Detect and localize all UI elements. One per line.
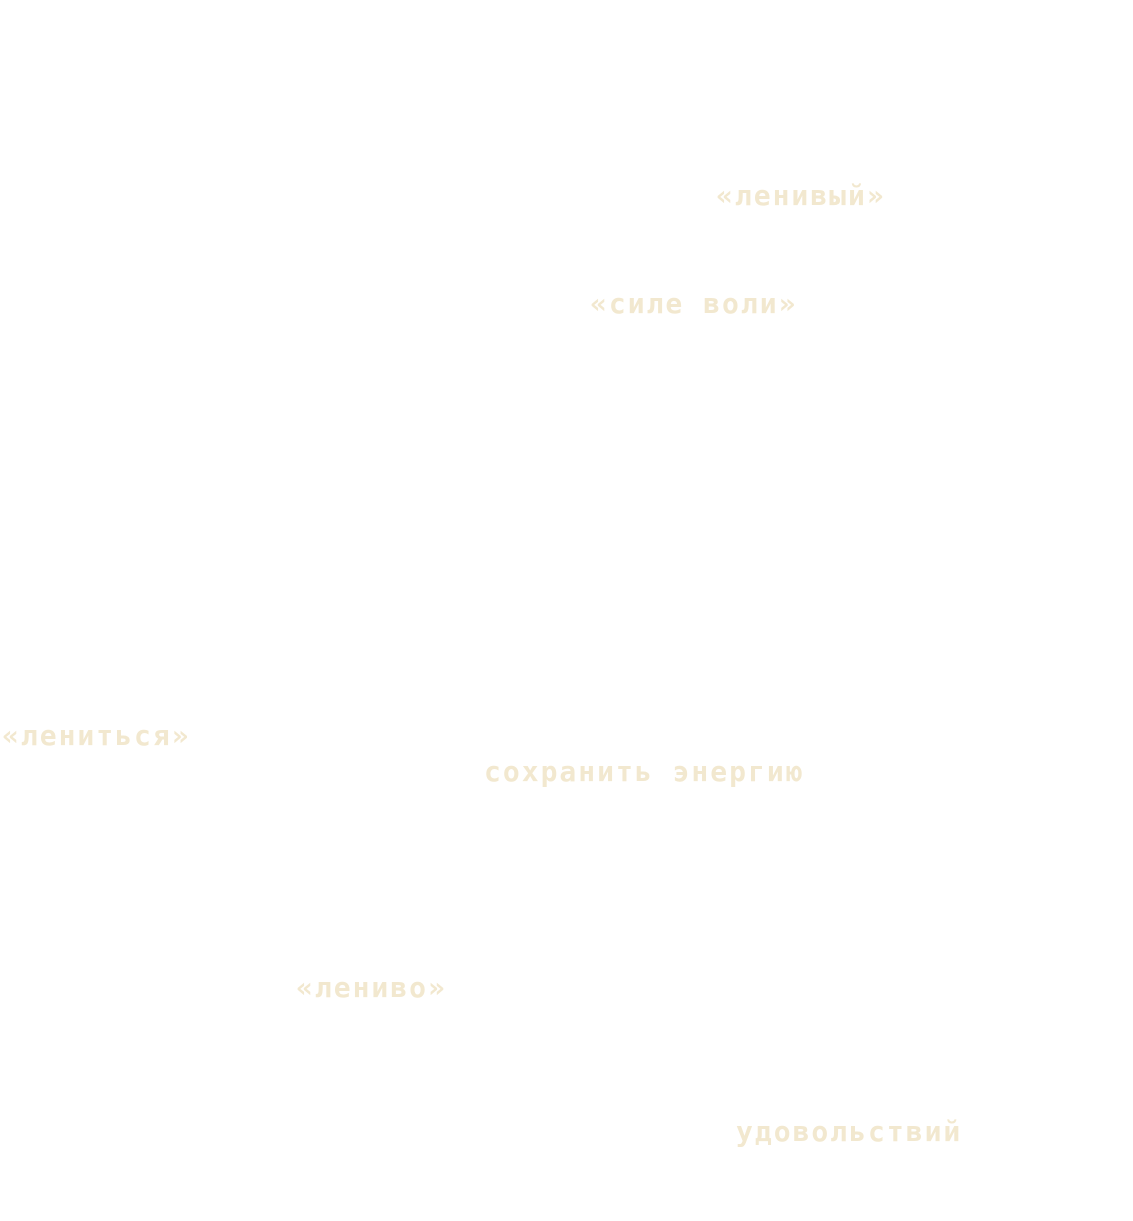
highlight-lenivo: «лениво» <box>296 971 447 1004</box>
highlight-lenivyy: «ленивый» <box>716 179 886 212</box>
highlight-lenitsya: «лениться» <box>2 719 191 752</box>
highlight-sile-voli: «силе воли» <box>590 287 798 320</box>
highlight-udovolstviy: удовольствий <box>736 1115 963 1148</box>
highlight-sokhranit-energiyu: сохранить энергию <box>484 755 805 788</box>
